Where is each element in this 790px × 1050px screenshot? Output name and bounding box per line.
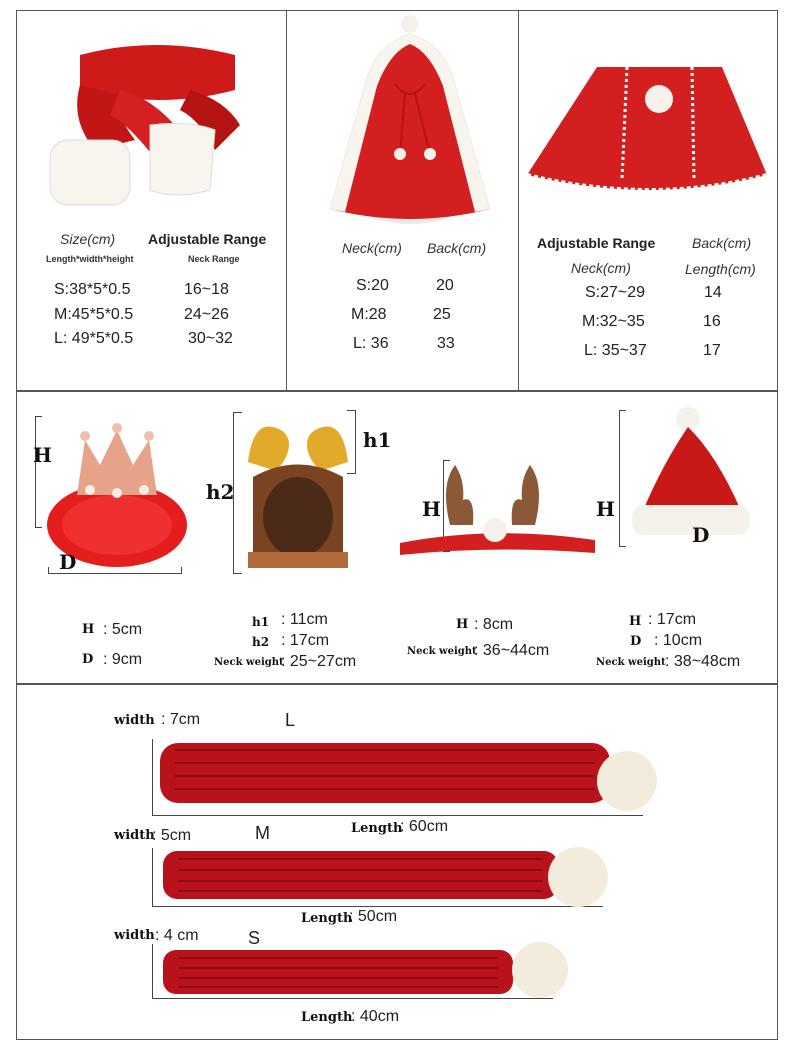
- hood-h2-value: : 17cm: [281, 632, 330, 649]
- hooded-cape-image: [315, 14, 505, 229]
- knit-scarf-s-image: [158, 940, 578, 1005]
- fleece-scarf-image: [40, 30, 270, 215]
- skirt-row-l-length: 17: [703, 342, 721, 359]
- skirt-row-m-neck: M:32~35: [582, 313, 645, 330]
- knit-l-size: L: [285, 710, 296, 730]
- knit-m-width-value: : 5cm: [152, 827, 192, 844]
- hat-h-marker: H: [596, 497, 615, 521]
- knit-scarf-l-image: [155, 738, 660, 818]
- hood-h1-label: h1: [252, 615, 270, 629]
- knit-l-width-value: : 7cm: [161, 711, 201, 728]
- knit-l-length-label: Length: [351, 821, 403, 836]
- crown-h-label: H: [82, 622, 95, 637]
- scarf-size-sub: Length*width*height: [46, 254, 134, 264]
- hat-h-value: : 17cm: [648, 611, 697, 628]
- crown-h-marker: H: [33, 443, 52, 467]
- hat-d-label: D: [630, 634, 642, 649]
- cape-row-s-back: 20: [436, 277, 454, 294]
- knit-s-size: S: [248, 928, 261, 948]
- hat-h-label: H: [629, 614, 642, 629]
- crown-height-bracket: [35, 416, 42, 528]
- band-neck-value: : 36~44cm: [474, 642, 550, 659]
- scarf-size-header: Size(cm): [60, 231, 116, 247]
- hood-h2-marker: h2: [206, 480, 235, 504]
- santa-hat-image: [622, 405, 757, 550]
- knit-m-width-label: width: [114, 828, 155, 843]
- crown-h-value: : 5cm: [103, 621, 143, 638]
- scarf-row-m-range: 24~26: [184, 306, 229, 323]
- scarf-row-l-size: L: 49*5*0.5: [54, 330, 134, 347]
- scarf-row-m-size: M:45*5*0.5: [54, 306, 134, 323]
- cape-row-l-neck: L: 36: [353, 335, 389, 352]
- antler-headband-image: [395, 455, 605, 565]
- band-h-label: H: [456, 617, 469, 632]
- cape-neck-header: Neck(cm): [342, 240, 402, 256]
- top-divider-left: [286, 10, 287, 391]
- band-h-value: : 8cm: [474, 616, 514, 633]
- skirt-row-m-length: 16: [703, 313, 721, 330]
- knit-scarf-m-image: [158, 843, 613, 913]
- skirt-row-s-neck: S:27~29: [585, 284, 646, 301]
- skirt-range-header: Adjustable Range: [537, 235, 656, 251]
- scarf-range-sub: Neck Range: [188, 254, 240, 264]
- hat-d-value: : 10cm: [654, 632, 703, 649]
- band-h-marker: H: [422, 497, 441, 521]
- cape-row-m-back: 25: [433, 306, 451, 323]
- hat-neck-label: Neck weight: [596, 657, 666, 668]
- knit-l-width-label: width: [114, 713, 155, 728]
- crown-d-value: : 9cm: [103, 651, 143, 668]
- skirt-cape-image: [522, 55, 777, 215]
- hood-h1-marker: h1: [363, 428, 392, 452]
- hat-d-marker: D: [692, 523, 710, 547]
- knit-s-width-label: width: [114, 928, 155, 943]
- cape-back-header: Back(cm): [427, 240, 487, 256]
- top-divider-right: [518, 10, 519, 391]
- skirt-length-sub: Length(cm): [685, 261, 756, 277]
- cape-row-m-neck: M:28: [351, 306, 387, 323]
- scarf-range-header: Adjustable Range: [148, 231, 267, 247]
- knit-s-length-value: : 40cm: [351, 1008, 400, 1025]
- hat-neck-value: : 38~48cm: [665, 653, 741, 670]
- crown-image: [45, 420, 190, 570]
- hood-neck-value: : 25~27cm: [281, 653, 357, 670]
- skirt-back-header: Back(cm): [692, 235, 752, 251]
- hood-h1-value: : 11cm: [281, 611, 328, 628]
- crown-d-marker: D: [59, 550, 77, 574]
- cape-row-s-neck: S:20: [356, 277, 389, 294]
- knit-m-size: M: [255, 823, 270, 843]
- knit-s-width-value: : 4 cm: [155, 927, 199, 944]
- scarf-row-s-size: S:38*5*0.5: [54, 281, 131, 298]
- hood-h2-label: h2: [252, 635, 270, 649]
- antler-hood-image: [238, 412, 358, 572]
- crown-d-label: D: [82, 652, 94, 667]
- band-neck-label: Neck weight: [407, 646, 477, 657]
- scarf-row-l-range: 30~32: [188, 330, 233, 347]
- skirt-row-s-length: 14: [704, 284, 722, 301]
- skirt-neck-sub: Neck(cm): [571, 260, 631, 276]
- scarf-row-s-range: 16~18: [184, 281, 229, 298]
- knit-m-length-label: Length: [301, 911, 353, 926]
- knit-m-length-value: : 50cm: [349, 908, 398, 925]
- skirt-row-l-neck: L: 35~37: [584, 342, 647, 359]
- hood-neck-label: Neck weight: [214, 657, 284, 668]
- cape-row-l-back: 33: [437, 335, 455, 352]
- knit-s-length-label: Length: [301, 1010, 353, 1025]
- knit-l-length-value: : 60cm: [400, 818, 449, 835]
